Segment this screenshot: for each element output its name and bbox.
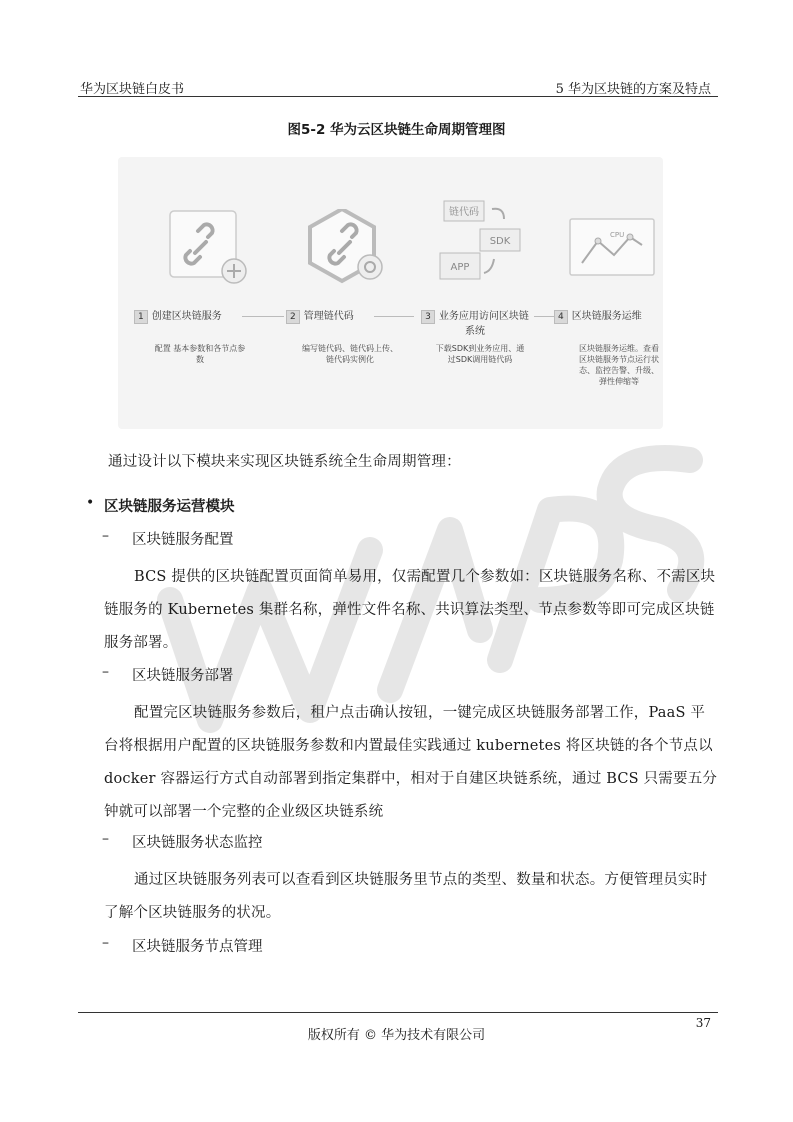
bullet-icon: • (86, 495, 95, 511)
section-1-heading: 区块链服务配置 (132, 532, 234, 548)
section-2-heading: 区块链服务部署 (132, 668, 234, 684)
step-1-title: 创建区块链服务 (151, 311, 222, 322)
dash-icon: – (102, 831, 109, 847)
connector-1-2 (242, 316, 284, 317)
step-2 (284, 157, 414, 429)
step-1-number: 1 (134, 310, 148, 324)
step-2-title: 管理链代码 (303, 311, 354, 322)
connector-3-4 (534, 316, 554, 317)
step-3-desc: 下载SDK到业务应用、通过SDK调用链代码 (435, 344, 525, 364)
dash-icon: – (102, 528, 109, 544)
step-3-label (420, 309, 530, 339)
cpu-text: CPU (610, 231, 625, 239)
step-3 (414, 157, 544, 429)
step-4-title: 区块链服务运维 (571, 311, 642, 322)
footer-rule (78, 1012, 718, 1013)
connector-2-3 (374, 316, 414, 317)
dash-icon: – (102, 664, 109, 680)
intro-paragraph: 通过设计以下模块来实现区块链系统全生命周期管理： (108, 454, 461, 470)
figure-title: 图5-2 华为云区块链生命周期管理图 (287, 122, 506, 138)
step-2-number: 2 (286, 310, 300, 324)
step-4-desc: 区块链服务运维。查看区块链服务节点运行状态、监控告警、升级、弹性伸缩等 (579, 344, 659, 386)
page-number: 37 (695, 1016, 711, 1030)
create-service-icon (150, 209, 250, 281)
step-4-number: 4 (554, 310, 568, 324)
cpu-monitor-icon (568, 217, 668, 289)
step-1-desc: 配置 基本参数和各节点参数 (154, 344, 246, 364)
running-header-left: 华为区块链白皮书 (80, 82, 185, 97)
app-text: APP (450, 262, 470, 273)
step-2-desc: 编写链代码、链代码上传、链代码实例化 (302, 344, 398, 364)
section-3-heading: 区块链服务状态监控 (132, 835, 263, 851)
running-header-right: 5 华为区块链的方案及特点 (555, 82, 711, 97)
bullet-heading: 区块链服务运营模块 (104, 499, 235, 515)
step-3-number: 3 (421, 310, 435, 324)
section-4-heading: 区块链服务节点管理 (132, 939, 263, 955)
section-1-text: BCS 提供的区块链配置页面简单易用，仅需配置几个参数如：区块链服务名称、不需区块链服务的 Kubernetes 集群名称，弹性文件名称、共识算法类型、节点参数等即可完成区块链服务部署。 (104, 569, 716, 651)
copyright-notice: 版权所有 © 华为技术有限公司 (307, 1028, 486, 1043)
section-3-text: 通过区块链服务列表可以查看到区块链服务里节点的类型、数量和状态。方便管理员实时了解个区块链服务的状况。 (104, 872, 708, 921)
step-1 (134, 157, 264, 429)
header-rule (78, 96, 718, 97)
step-4-label (554, 309, 684, 324)
lifecycle-figure (118, 157, 663, 429)
step-4 (554, 157, 684, 429)
app-access-icon (430, 199, 530, 271)
sdk-text: SDK (489, 236, 511, 247)
step-3-title: 业务应用访问区块链系统 (438, 311, 529, 337)
manage-chaincode-icon (300, 209, 400, 281)
dash-icon: – (102, 935, 109, 951)
section-2-text: 配置完区块链服务参数后，租户点击确认按钮，一键完成区块链服务部署工作，PaaS 平台将根据用户配置的区块链服务参数和内置最佳实践通过 kubernetes 将区块链的各个节点以 docker 容器运行方式自动部署到指定集群中，相对于自建区块链系统，通过 BCS 只需要五分钟就可以部署一个完整的企业级区块链系统 (104, 705, 718, 820)
chaincode-text: 链代码 (449, 207, 479, 218)
